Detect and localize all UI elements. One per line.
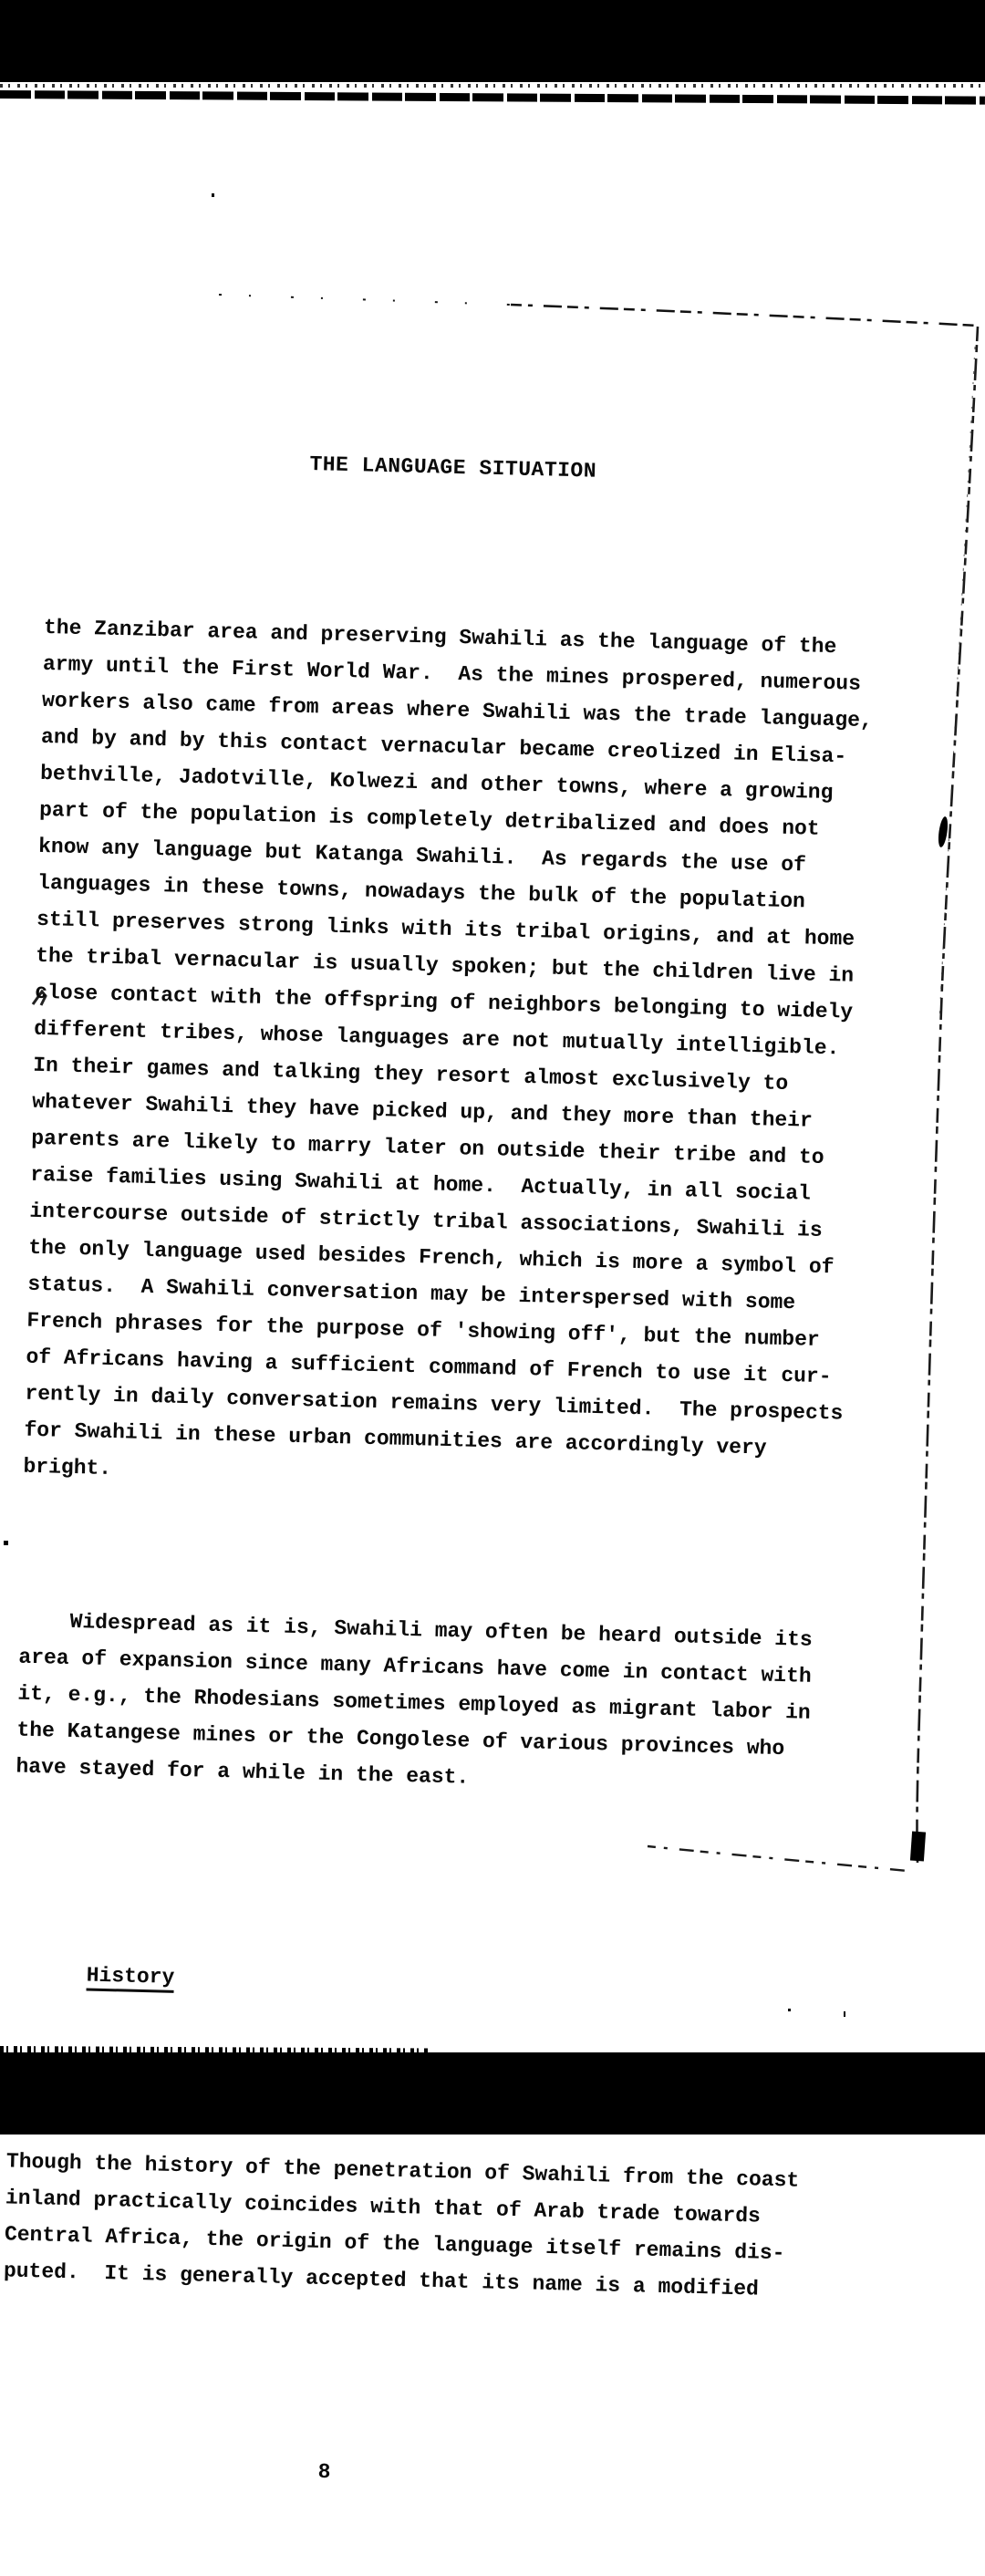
page-text-block: [0, 367, 880, 2576]
text-line: In their games and talking they resort almost exclusively to: [32, 1053, 789, 1096]
text-line: workers also came from areas where Swahili was the trade language,: [41, 688, 874, 733]
text-line: the Zanzibar area and preserving Swahili as the language of the: [43, 615, 837, 660]
scanner-top-band: [0, 0, 985, 82]
text-line: parents are likely to marry later on outside their tribe and to: [31, 1126, 824, 1169]
text-line: part of the population is completely detribalized and does not: [38, 797, 820, 841]
section-heading-text: History: [86, 1964, 174, 1993]
text-line: whatever Swahili they have picked up, and they more than their: [31, 1089, 814, 1133]
scanner-bottom-band: [0, 2052, 985, 2135]
stray-dot: [212, 193, 214, 197]
text-line: status. A Swahili conversation may be interspersed with some: [27, 1272, 796, 1315]
body-paragraph-2: [16, 1603, 850, 1805]
scanner-top-band-speckle: [0, 84, 985, 88]
text-line: know any language but Katanga Swahili. As regards the use of: [37, 834, 807, 878]
body-paragraph-1: [23, 609, 874, 1505]
body-paragraph-3: [3, 2143, 836, 2309]
text-line: different tribes, whose languages are not mutually intelligible.: [33, 1016, 840, 1061]
text-line: bethville, Jadotville, Kolwezi and other towns, where a growing: [39, 761, 834, 805]
text-line: rently in daily conversation remains very limited. The prospects: [25, 1381, 844, 1426]
text-line: for Swahili in these urban communities are accordingly very: [24, 1418, 767, 1460]
text-line: it, e.g., the Rhodesians sometimes employed as migrant labor in: [17, 1681, 812, 1725]
text-line: intercourse outside of strictly tribal associations, Swahili is: [29, 1199, 823, 1242]
text-line: Widespread as it is, Swahili may often be heard outside its: [19, 1608, 814, 1652]
page-number: 8: [317, 2459, 331, 2485]
text-line: raise families using Swahili at home. Actually, in all social: [30, 1162, 812, 1206]
text-line: languages in these towns, nowadays the bulk of the population: [36, 870, 806, 914]
text-line: have stayed for a while in the east.: [16, 1754, 470, 1790]
scanner-top-band-ragged-line: [0, 90, 985, 105]
text-line: the Katangese mines or the Congolese of various provinces who: [16, 1718, 785, 1761]
text-line: and by and by this contact vernacular became creolized in Elisa-: [40, 724, 847, 769]
page-title: THE LANGUAGE SITUATION: [309, 452, 597, 483]
text-line: the tribal vernacular is usually spoken; but the children live in: [35, 943, 855, 988]
text-line: of Africans having a sufficient command of French to use it cur-: [26, 1345, 832, 1389]
text-line: inland practically coincides with that of Arab trade towards: [5, 2186, 762, 2228]
text-line: army until the First World War. As the mines prospered, numerous: [42, 651, 862, 696]
text-line: area of expansion since many Africans have come in contact with: [18, 1645, 813, 1688]
margin-dot: [4, 1541, 8, 1545]
text-line: close contact with the offspring of neighbors belonging to widely: [34, 980, 854, 1024]
section-heading: [9, 1918, 842, 2048]
text-line: Central Africa, the origin of the language itself remains dis-: [4, 2222, 785, 2266]
text-line: Though the history of the penetration of Swahili from the coast: [5, 2149, 800, 2193]
text-line: bright.: [23, 1454, 112, 1480]
text-line: still preserves strong links with its tribal origins, and at home: [36, 907, 855, 951]
text-line: the only language used besides French, which is more a symbol of: [28, 1235, 835, 1280]
text-line: French phrases for the purpose of 'showing off', but the number: [26, 1308, 821, 1352]
text-line: puted. It is generally accepted that its name is a modified: [3, 2259, 760, 2301]
